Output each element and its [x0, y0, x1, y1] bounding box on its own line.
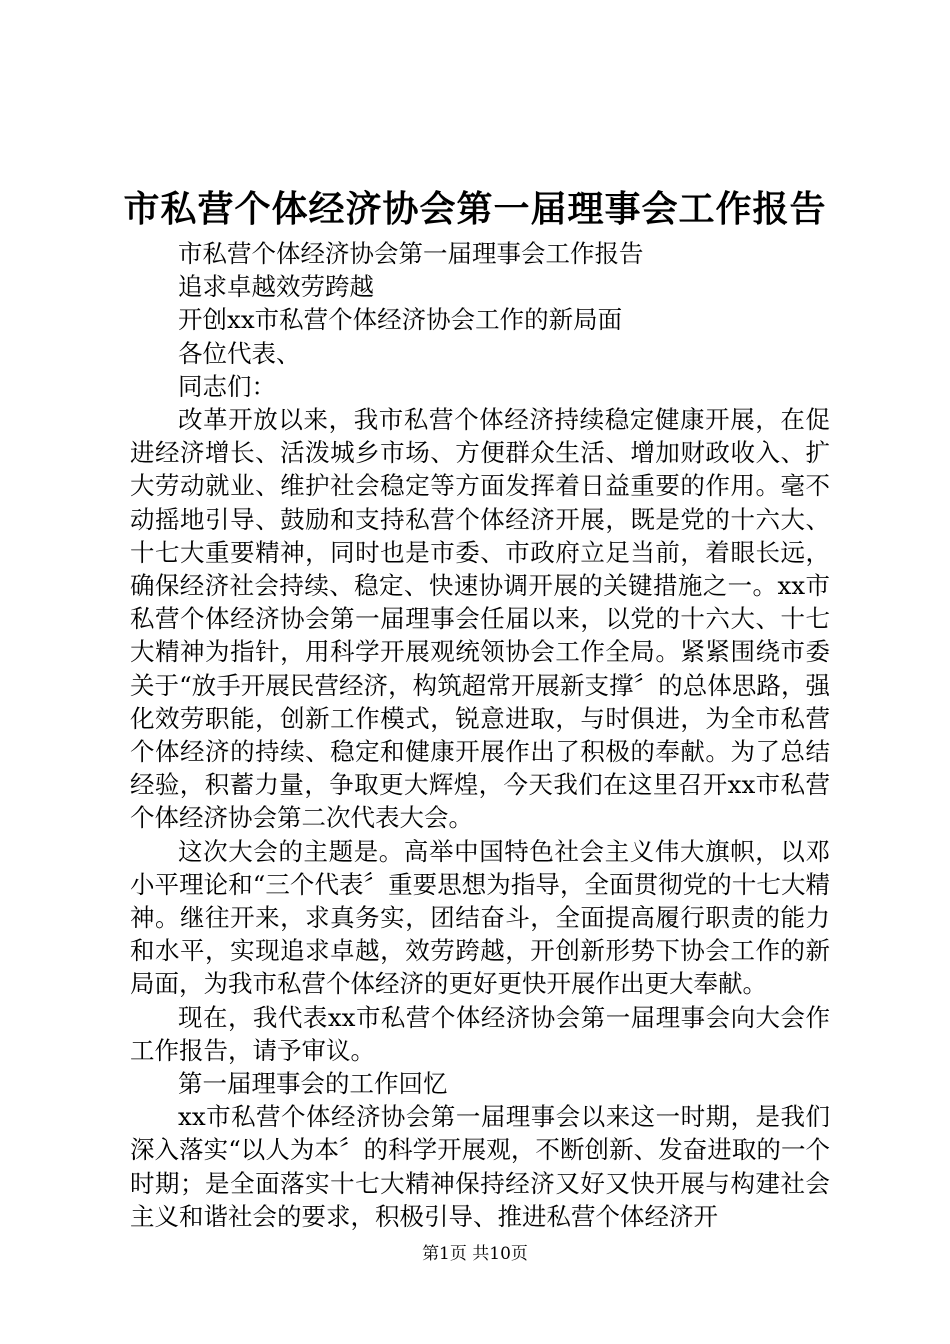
- page-title: 市私营个体经济协会第一届理事会工作报告: [123, 188, 827, 230]
- salutation-line-2: 同志们：: [178, 371, 276, 401]
- paragraph-intro: 改革开放以来，我市私营个体经济持续稳定健康开展，在促进经济增长、活泼城乡市场、方便群众生活、增加财政收入、扩大劳动就业、维护社会稳定等方面发挥着日益重要的作用。毫不动摇地引导、鼓励和支持私营个体经济开展，既是党的十六大、十七大重要精神，同时也是市委、市政府立足当前，着眼长远，确保经济社会持续、稳定、快速协调开展的关键措施之一。xx市私营个体经济协会第一届理事会任届以来，以党的十六大、十七大精神为指针，用科学开展观统领协会工作全局。紧紧围绕市委关于“放手开展民营经济，构筑超常开展新支撑〞的总体思路，强化效劳职能，创新工作模式，锐意进取，与时俱进，为全市私营个体经济的持续、稳定和健康开展作出了积极的奉献。为了总结经验，积蓄力量，争取更大辉煌，今天我们在这里召开xx市私营个体经济协会第二次代表大会。: [130, 405, 830, 833]
- section-heading: 第一届理事会的工作回忆: [178, 1069, 448, 1099]
- page-footer: 第1页 共10页: [422, 1244, 528, 1264]
- paragraph-theme: 这次大会的主题是。高举中国特色社会主义伟大旗帜，以邓小平理论和“三个代表〞重要思想为指导，全面贯彻党的十七大精神。继往开来，求真务实，团结奋斗，全面提高履行职责的能力和水平，实现追求卓越，效劳跨越，开创新形势下协会工作的新局面，为我市私营个体经济的更好更快开展作出更大奉献。: [130, 836, 830, 999]
- salutation-line-1: 各位代表、: [178, 338, 301, 368]
- subtitle-line: 市私营个体经济协会第一届理事会工作报告: [178, 239, 644, 268]
- slogan-line-2: 开创xx市私营个体经济协会工作的新局面: [178, 305, 623, 335]
- slogan-line-1: 追求卓越效劳跨越: [178, 272, 374, 302]
- document-body: [130, 237, 830, 1233]
- paragraph-review: xx市私营个体经济协会第一届理事会以来这一时期，是我们深入落实“以人为本〞的科学开展观，不断创新、发奋进取的一个时期；是全面落实十七大精神保持经济又好又快开展与构建社会主义和谐社会的要求，积极引导、推进私营个体经济开: [130, 1102, 830, 1231]
- paragraph-report: 现在，我代表xx市私营个体经济协会第一届理事会向大会作工作报告，请予审议。: [130, 1002, 830, 1065]
